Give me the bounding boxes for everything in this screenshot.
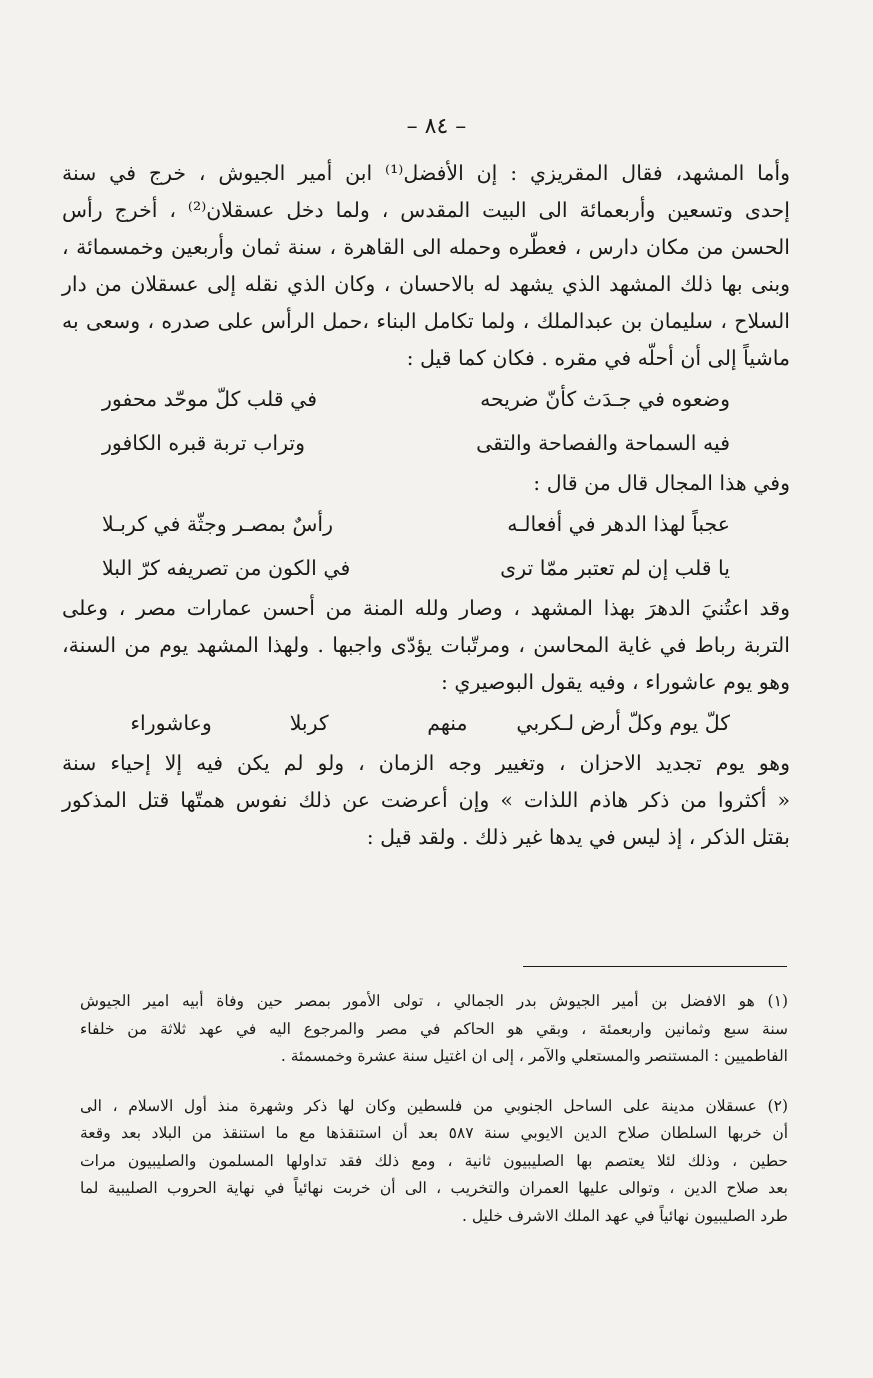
footnote-line: بعد صلاح الدين ، وتوالى عليها العمران والتخريب ، الى أن خربت نهائياً في نهاية الحروب الصليبية لما [80, 1179, 788, 1197]
text-line: وأما المشهد، فقال المقريزي : إن الأفضل⁽¹⁾ ابن أمير الجيوش ، خرج في سنة [62, 161, 790, 185]
footnote-line: (٢) عسقلان مدينة على الساحل الجنوبي من فلسطين وكان لها ذكر وشهرة منذ أول الاسلام ، الى [80, 1096, 788, 1115]
verse-segment: منهم [427, 711, 468, 735]
footnote-2 [80, 1093, 788, 1231]
verse-line [62, 377, 790, 421]
footnote-line: حطين ، وذلك لئلا يعتصم بها الصليبيون ثانية ، ومع ذلك فقد تداولها المسلمون والصليبيون مرات [80, 1151, 788, 1170]
footnote-line: الفاطميين : المستنصر والمستعلي والآمر ، إلى ان اغتيل سنة عشرة وخمسمئة . [280, 1047, 788, 1065]
text-line: وهو يوم تجديد الاحزان ، وتغيير وجه الزمان ، ولو لم يكن فيه إلا إحياء سنة [62, 751, 790, 775]
verse-hemistich-first: عجباً لهذا الدهر في أفعالـه [507, 512, 730, 536]
verse-hemistich-first: يا قلب إن لم تعتبر ممّا ترى [500, 556, 730, 580]
verse-line [62, 421, 790, 465]
body-text [62, 155, 790, 856]
verse-hemistich-second: في قلب كلّ موحّد محفور [102, 387, 318, 411]
text-line: إحدى وتسعين وأربعمائة الى البيت المقدس ، ولما دخل عسقلان⁽²⁾ ، أخرج رأس [62, 198, 790, 222]
verse-line [62, 701, 790, 745]
text-line: الحسن من مكان دارس ، فعطّره وحمله الى القاهرة ، سنة ثمان وأربعين وخمسمائة ، [62, 235, 790, 259]
footnote-line: أن خربها السلطان صلاح الدين الايوبي سنة ٥٨٧ بعد أن استنقذها مع ما استنقذ من البلاد بعد وقعة [80, 1124, 789, 1142]
text-line: السلاح ، سليمان بن عبدالملك ، ولما تكامل البناء ،حمل الرأس على صدره ، وسعى به [62, 309, 790, 333]
verse-hemistich-second: وتراب تربة قبره الكافور [102, 431, 306, 455]
footnote-line: سنة سبع وثمانين واربعمئة ، وبقي هو الحاكم في مصر والمرجوع اليه في عهد ثلاثة من خلفاء [80, 1019, 788, 1038]
footnotes [80, 988, 788, 1230]
footnote-line: طرد الصليبيون نهائياً في عهد الملك الاشرف خليل . [462, 1206, 788, 1225]
text-line: بقتل الذكر ، إذ ليس في يدها غير ذلك . ولقد قيل : [366, 825, 790, 849]
verse-segment: كربلا [289, 711, 329, 735]
text-line: وفي هذا المجال قال من قال : [533, 471, 790, 495]
verse-hemistich-first: فيه السماحة والفصاحة والتقى [476, 431, 730, 455]
text-line: وقد اعتُنيَ الدهرَ بهذا المشهد ، وصار ولله المنة من أحسن عمارات مصر ، وعلى [62, 596, 790, 620]
verse-hemistich-first: وضعوه في جـدَث كأنّ ضريحه [480, 387, 730, 411]
page-number: – ٨٤ – [406, 114, 467, 139]
verse-line [62, 502, 790, 546]
verse-hemistich-second: رأسٌ بمصـر وجثّة في كربـلا [102, 512, 333, 536]
footnote-line: (١) هو الافضل بن أمير الجيوش بدر الجمالي ، تولى الأمور بمصر حين وفاة أبيه امير الجيوش [80, 992, 788, 1010]
text-line: التربة رباط في غاية المحاسن ، ومرتّبات يؤدّى واجبها . ولهذا المشهد يوم من السنة، [62, 633, 790, 657]
verse-hemistich-second: في الكون من تصريفه كرّ البلا [102, 556, 351, 580]
footnote-divider [523, 966, 787, 967]
verse-segment: وعاشوراء [130, 711, 212, 735]
verse-segment: كلّ يوم وكلّ أرض لـكربي [516, 711, 730, 735]
footnote-1 [80, 988, 788, 1071]
verse-line [62, 546, 790, 590]
text-line: ماشياً إلى أن أحلّه في مقره . فكان كما قيل : [406, 346, 790, 370]
text-line: وبنى بها ذلك المشهد الذي يشهد له بالاحسان ، وكان الذي نقله إلى عسقلان من دار [62, 272, 790, 296]
text-line: « أكثروا من ذكر هاذم اللذات » وإن أعرضت عن ذلك نفوس همتّها قتل المذكور [62, 788, 790, 812]
text-line: وهو يوم عاشوراء ، وفيه يقول البوصيري : [440, 670, 790, 694]
